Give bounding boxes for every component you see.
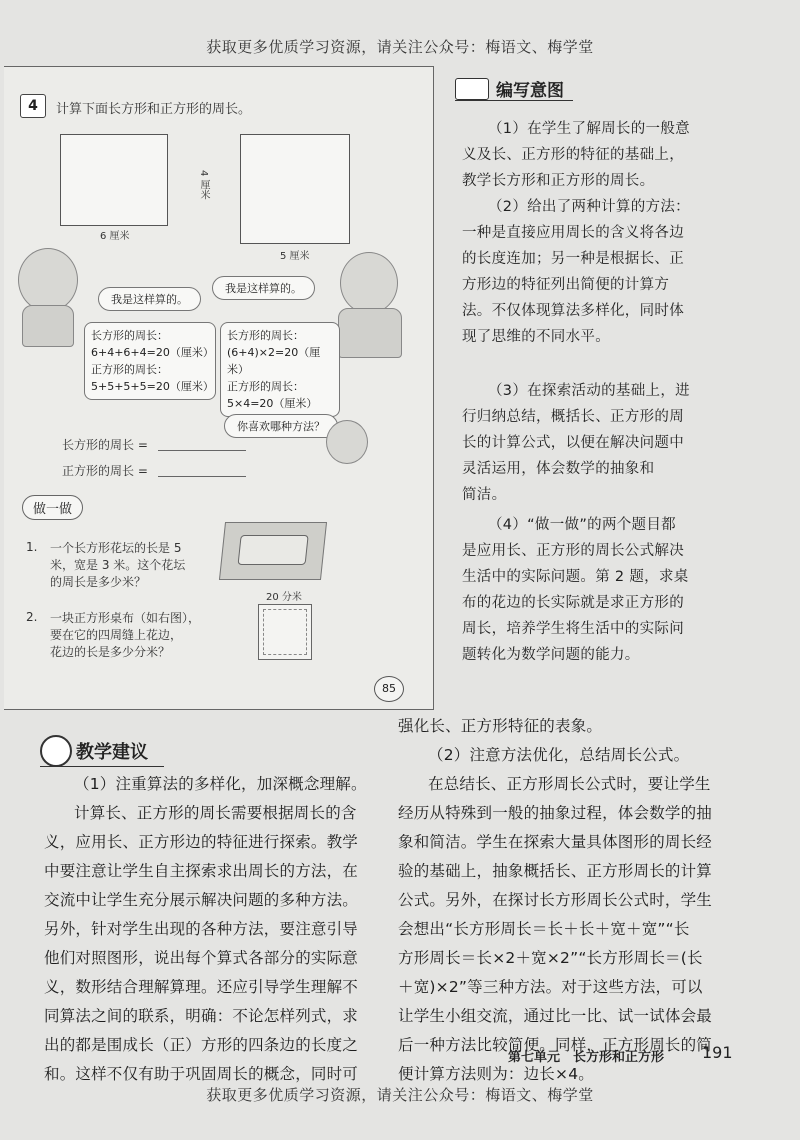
calc-right-line: 5×4=20（厘米） bbox=[227, 397, 318, 410]
calc-right-line: (6+4)×2=20（厘米） bbox=[227, 346, 321, 376]
sug-right-line: 象和简洁。学生在探索大量具体图形的周长经 bbox=[398, 833, 713, 851]
intent-p4-line: 周长，培养学生将生活中的实际问 bbox=[462, 621, 684, 637]
unit-footer: 第七单元 长方形和正方形 bbox=[508, 1050, 665, 1065]
page-number: 191 bbox=[702, 1043, 733, 1062]
calc-box-left bbox=[84, 322, 216, 400]
sug-left-line: 出的都是围成长（正）方形的四条边的长度之 bbox=[44, 1036, 359, 1054]
header-note: 获取更多优质学习资源，请关注公众号：梅语文、梅学堂 bbox=[206, 38, 594, 56]
square-label: 5 厘米 bbox=[280, 251, 310, 262]
problem-text: 计算下面长方形和正方形的周长。 bbox=[56, 102, 252, 117]
tablecloth-edge bbox=[263, 609, 307, 655]
speech-bubble-right: 我是这样算的。 bbox=[212, 276, 315, 300]
intent-p2-line: 法。不仅体现算法多样化，同时体 bbox=[462, 303, 684, 319]
intent-paragraph-3 bbox=[462, 378, 762, 508]
suggestions-left-column bbox=[44, 770, 384, 1089]
sug-right-line: 方形周长＝长×2＋宽×2”“长方形周长＝(长 bbox=[398, 949, 703, 967]
intent-p1-line: 义及长、正方形的特征的基础上， bbox=[462, 147, 684, 163]
q1-text bbox=[50, 540, 185, 591]
sug-right-line: 让学生小组交流，通过比一比、试一试体会最 bbox=[398, 1007, 713, 1025]
sug-right-line: 验的基础上，抽象概括长、正方形周长的计算 bbox=[398, 862, 713, 880]
suggestion-icon bbox=[40, 735, 72, 767]
intent-p3-line: （3）在探索活动的基础上，进 bbox=[488, 383, 690, 399]
flowerbed-inner bbox=[238, 535, 309, 565]
sug-left-line: 义，应用长、正方形边的特征进行探索。教学 bbox=[44, 833, 359, 851]
sug-right-line: 便计算方法则为：边长×4。 bbox=[398, 1065, 594, 1083]
sug-right-line: 强化长、正方形特征的表象。 bbox=[398, 717, 603, 735]
intent-p2-line: 一种是直接应用周长的含义将各边 bbox=[462, 225, 684, 241]
girl-left-body bbox=[22, 305, 74, 347]
q2-line: 要在它的四周缝上花边， bbox=[50, 628, 183, 642]
intent-p4-line: 布的花边的长实际就是求正方形的 bbox=[462, 595, 684, 611]
q1-line: 米，宽是 3 米。这个花坛 bbox=[50, 558, 186, 572]
intent-paragraph-1 bbox=[462, 116, 762, 194]
calc-left-line: 正方形的周长： bbox=[91, 363, 168, 376]
sug-left-line: （1）注重算法的多样化，加深概念理解。 bbox=[74, 775, 367, 793]
intent-p1-line: （1）在学生了解周长的一般意 bbox=[488, 121, 690, 137]
problem-number: 4 bbox=[20, 94, 46, 118]
intent-p4-line: 题转化为数学问题的能力。 bbox=[462, 647, 640, 663]
square-figure bbox=[240, 134, 350, 244]
sug-right-line: （2）注意方法优化，总结周长公式。 bbox=[428, 746, 690, 764]
q1-line: 一个长方形花坛的长是 5 bbox=[50, 541, 182, 555]
sug-left-line: 他们对照图形，说出每个算式各部分的实际意 bbox=[44, 949, 359, 967]
intent-p4-line: （4）“做一做”的两个题目都 bbox=[488, 517, 676, 533]
intent-paragraph-4 bbox=[462, 512, 762, 668]
answer-square-label: 正方形的周长 = bbox=[62, 464, 148, 478]
girl-right-head bbox=[340, 252, 398, 314]
child-small-head bbox=[326, 420, 368, 464]
speech-bubble-left: 我是这样算的。 bbox=[98, 287, 201, 311]
answer-rect-line[interactable] bbox=[158, 450, 246, 451]
tablecloth-figure bbox=[258, 604, 312, 660]
suggestions-title: 教学建议 bbox=[76, 742, 148, 763]
girl-left-head bbox=[18, 248, 78, 312]
intent-p4-line: 生活中的实际问题。第 2 题，求桌 bbox=[462, 569, 689, 585]
textbook-page-number: 85 bbox=[374, 676, 404, 702]
calc-left-line: 6+4+6+4=20（厘米） bbox=[91, 346, 214, 359]
calc-right-line: 正方形的周长： bbox=[227, 380, 304, 393]
intent-p3-line: 灵活运用，体会数学的抽象和 bbox=[462, 461, 655, 477]
q1-num: 1. bbox=[26, 540, 38, 554]
answer-rect-label: 长方形的周长 = bbox=[62, 438, 148, 452]
suggestions-right-column bbox=[398, 712, 742, 1089]
speech-bubble-question: 你喜欢哪种方法？ bbox=[224, 414, 338, 438]
q1-line: 的周长是多少米？ bbox=[50, 575, 147, 589]
rect-width-label: 6 厘米 bbox=[100, 231, 130, 242]
footer-note: 获取更多优质学习资源，请关注公众号：梅语文、梅学堂 bbox=[206, 1086, 594, 1104]
q2-line: 花边的长是多少分米？ bbox=[50, 645, 171, 659]
sug-left-line: 同算法之间的联系，明确：不论怎样列式，求 bbox=[44, 1007, 359, 1025]
intent-p3-line: 简洁。 bbox=[462, 487, 507, 503]
book-icon bbox=[455, 78, 489, 100]
calc-right-line: 长方形的周长： bbox=[227, 329, 304, 342]
sug-left-line: 交流中让学生充分展示解决问题的多种方法。 bbox=[44, 891, 359, 909]
q2-text bbox=[50, 610, 200, 661]
intent-p4-line: 是应用长、正方形的周长公式解决 bbox=[462, 543, 684, 559]
intent-p2-line: （2）给出了两种计算的方法： bbox=[488, 199, 690, 215]
sug-left-line: 和。这样不仅有助于巩固周长的概念，同时可 bbox=[44, 1065, 359, 1083]
suggestions-title-underline bbox=[40, 766, 164, 767]
intent-title-underline bbox=[455, 100, 573, 101]
calc-left-line: 长方形的周长： bbox=[91, 329, 168, 342]
q2-line: 一块正方形桌布（如右图）， bbox=[50, 611, 201, 625]
sug-right-line: 在总结长、正方形周长公式时，要让学生 bbox=[428, 775, 711, 793]
rectangle-figure bbox=[60, 134, 168, 226]
sug-right-line: ＋宽)×2”等三种方法。对于这些方法，可以 bbox=[398, 978, 703, 996]
rect-height-label: 4 厘米 bbox=[198, 170, 209, 200]
sug-left-line: 计算长、正方形的周长需要根据周长的含 bbox=[74, 804, 357, 822]
sug-left-line: 中要注意让学生自主探索求出周长的方法，在 bbox=[44, 862, 359, 880]
intent-p3-line: 长的计算公式，以便在解决问题中 bbox=[462, 435, 684, 451]
intent-p2-line: 方形边的特征列出简便的计算方 bbox=[462, 277, 670, 293]
intent-title: 编写意图 bbox=[496, 81, 564, 101]
answer-square-line[interactable] bbox=[158, 476, 246, 477]
sug-right-line: 公式。另外，在探讨长方形周长公式时，学生 bbox=[398, 891, 713, 909]
q2-num: 2. bbox=[26, 610, 38, 624]
do-it-title: 做一做 bbox=[22, 495, 83, 520]
tablecloth-label: 20 分米 bbox=[266, 592, 302, 603]
flowerbed-illustration bbox=[219, 522, 327, 580]
intent-p2-line: 现了思维的不同水平。 bbox=[462, 329, 610, 345]
girl-right-body bbox=[338, 308, 402, 358]
intent-p1-line: 教学长方形和正方形的周长。 bbox=[462, 173, 655, 189]
calc-box-right bbox=[220, 322, 340, 417]
intent-paragraph-2 bbox=[462, 194, 762, 350]
intent-p3-line: 行归纳总结，概括长、正方形的周 bbox=[462, 409, 684, 425]
calc-left-line: 5+5+5+5=20（厘米） bbox=[91, 380, 214, 393]
sug-right-line: 经历从特殊到一般的抽象过程，体会数学的抽 bbox=[398, 804, 713, 822]
sug-left-line: 义，数形结合理解算理。还应引导学生理解不 bbox=[44, 978, 359, 996]
sug-right-line: 会想出“长方形周长＝长＋长＋宽＋宽”“长 bbox=[398, 920, 690, 938]
sug-left-line: 另外，针对学生出现的各种方法，要注意引导 bbox=[44, 920, 359, 938]
intent-p2-line: 的长度连加；另一种是根据长、正 bbox=[462, 251, 684, 267]
sug-right-line: 后一种方法比较简便。同样，正方形周长的简 bbox=[398, 1036, 713, 1054]
